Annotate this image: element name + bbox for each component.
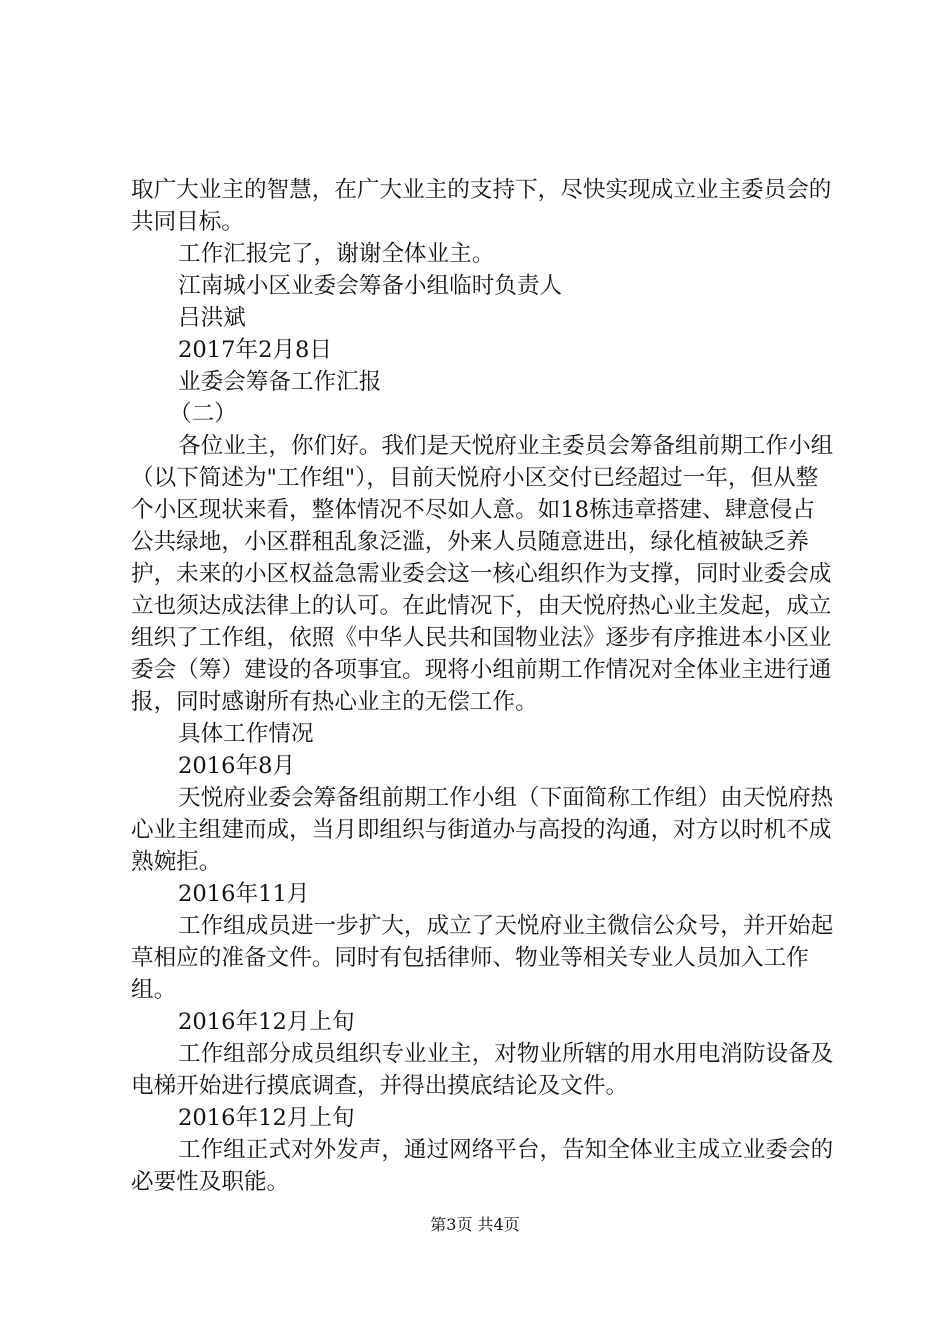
subheading: 具体工作情况 (178, 721, 314, 747)
paragraph-body: 工作组正式对外发声，通过网络平台，告知全体业主成立业委会的必要性及职能。 (131, 1137, 834, 1195)
date-heading: 2016年11月 (178, 881, 310, 907)
section-number: （二） (169, 401, 237, 427)
page-footer: 第3页 共4页 (430, 1215, 520, 1234)
date-heading: 2016年8月 (178, 753, 296, 779)
paragraph-body: 工作组部分成员组织专业业主，对物业所辖的用水用电消防设备及电梯开始进行摸底调查，并得出摸底结论及文件。 (131, 1041, 834, 1099)
paragraph-closing: 工作汇报完了，谢谢全体业主。 (178, 241, 495, 267)
signature-title: 江南城小区业委会筹备小组临时负责人 (178, 273, 563, 299)
date-heading: 2016年12月上旬 (178, 1105, 355, 1131)
section-title: 业委会筹备工作汇报 (178, 369, 382, 395)
paragraph-intro: 各位业主，你们好。我们是天悦府业主委员会筹备组前期工作小组（以下简述为"工作组"），目前天悦府小区交付已经超过一年，但从整个小区现状来看，整体情况不尽如人意。如18栋违章搭建、肆意侵占公共绿地，小区群租乱象泛滥，外来人员随意进出，绿化植被缺乏养护，未来的小区权益急需业委会这一核心组织作为支撑，同时业委会成立也须达成法律上的认可。在此情况下，由天悦府热心业主发起，成立组织了工作组，依照《中华人民共和国物业法》逐步有序推进本小区业委会（筹）建设的各项事宜。现将小组前期工作情况对全体业主进行通报，同时感谢所有热心业主的无偿工作。 (131, 433, 834, 715)
document-body (131, 174, 836, 1198)
signature-date: 2017年2月8日 (178, 337, 333, 363)
paragraph-body: 工作组成员进一步扩大，成立了天悦府业主微信公众号，并开始起草相应的准备文件。同时有包括律师、物业等相关专业人员加入工作组。 (131, 913, 834, 1003)
paragraph-continuation: 取广大业主的智慧，在广大业主的支持下，尽快实现成立业主委员会的共同目标。 (131, 177, 832, 235)
paragraph-body: 天悦府业委会筹备组前期工作小组（下面简称工作组）由天悦府热心业主组建而成，当月即组织与街道办与高投的沟通，对方以时机不成熟婉拒。 (131, 785, 834, 875)
date-heading: 2016年12月上旬 (178, 1009, 355, 1035)
signature-name: 吕洪斌 (178, 305, 246, 331)
